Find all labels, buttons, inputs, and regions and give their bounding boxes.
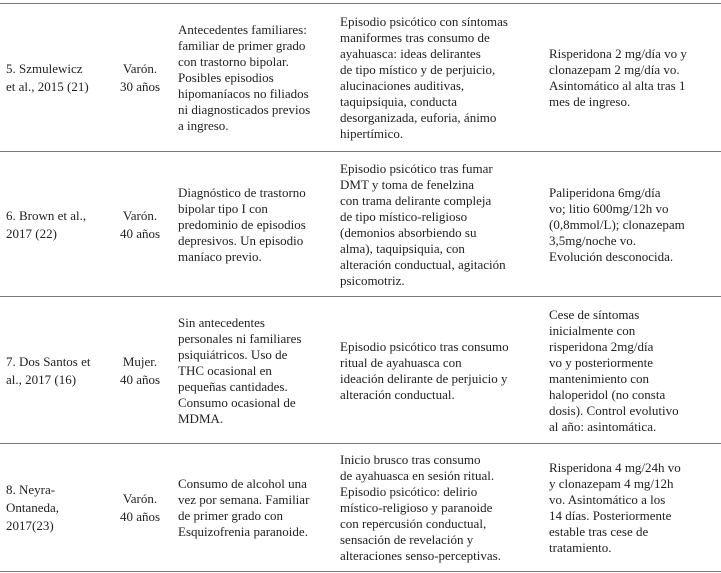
sex-age-cell xyxy=(110,444,170,571)
clinical-text: Inicio brusco tras consumo de ayahuasca en sesión ritual. Episodio psicótico: delirio místico-religioso y paranoide con repercusión conductual, sensación de revelación y alteraciones senso-perceptivas. xyxy=(340,451,501,563)
clinical-text: Episodio psicótico tras fumar DMT y toma de fenelzina con trama delirante compleja de tipo místico-religioso (demonios absorbiendo su alma), taquipsiquia, con alteración conductual, agitación psicomotriz. xyxy=(340,160,506,288)
treatment-cell xyxy=(549,444,719,571)
clinical-text: Episodio psicótico tras consumo ritual de ayahuasca con ideación delirante de perjuicio y alteración conductual. xyxy=(340,338,509,402)
clinical-cell xyxy=(340,152,545,297)
table-row xyxy=(0,443,721,572)
treatment-text: Paliperidona 6mg/día vo; litio 600mg/12h vo (0,8mmol/L); clonazepam 3,5mg/noche vo. Evolución desconocida. xyxy=(549,184,685,264)
treatment-cell xyxy=(549,152,719,297)
history-cell xyxy=(178,4,338,152)
author-cell xyxy=(0,152,110,297)
author-cell xyxy=(0,444,110,571)
author-text: 5. Szmulewicz et al., 2015 (21) xyxy=(6,61,89,94)
table-row xyxy=(0,151,721,297)
clinical-cell xyxy=(340,4,545,152)
author-cell xyxy=(0,4,110,152)
clinical-cell xyxy=(340,297,545,444)
sex-age-text: Varón. 40 años xyxy=(119,490,161,524)
sex-age-text: Mujer. 40 años xyxy=(119,353,161,387)
author-text: 7. Dos Santos et al., 2017 (16) xyxy=(6,353,91,387)
sex-age-text: Varón. 40 años xyxy=(119,207,161,241)
history-text: Consumo de alcohol una vez por semana. Familiar de primer grado con Esquizofrenia paranoide. xyxy=(178,475,310,539)
treatment-cell xyxy=(549,297,719,444)
clinical-text: Episodio psicótico con síntomas maniformes tras consumo de ayahuasca: ideas delirantes de tipo místico y de perjuicio, alucinaciones auditivas, taquipsiquia, conducta desorganizada, euforia, ánimo hipertímico. xyxy=(340,14,508,141)
history-cell xyxy=(178,297,338,444)
author-cell xyxy=(0,297,110,444)
treatment-cell xyxy=(549,4,719,152)
history-cell xyxy=(178,152,338,297)
table-row xyxy=(0,3,721,152)
sex-age-cell xyxy=(110,152,170,297)
treatment-text: Risperidona 4 mg/24h vo y clonazepam 4 mg/12h vo. Asintomático a los 14 días. Posteriormente estable tras cese de tratamiento. xyxy=(549,459,681,555)
sex-age-text: Varón. 30 años xyxy=(119,61,161,94)
treatment-text: Risperidona 2 mg/día vo y clonazepam 2 mg/día vo. Asintomático al alta tras 1 mes de ingreso. xyxy=(549,46,687,109)
sex-age-cell xyxy=(110,4,170,152)
history-text: Antecedentes familiares: familiar de primer grado con trastorno bipolar. Posibles episodios hipomaníacos no filiados ni diagnosticados previos a ingreso. xyxy=(178,22,311,133)
author-text: 6. Brown et al., 2017 (22) xyxy=(6,207,87,241)
history-cell xyxy=(178,444,338,571)
treatment-text: Cese de síntomas inicialmente con risperidona 2mg/día vo y posteriormente mantenimiento con haloperidol (no consta dosis). Control evolutivo al año: asintomática. xyxy=(549,306,679,434)
sex-age-cell xyxy=(110,297,170,444)
history-text: Sin antecedentes personales ni familiares psiquiátricos. Uso de THC ocasional en pequeñas cantidades. Consumo ocasional de MDMA. xyxy=(178,314,302,426)
clinical-cell xyxy=(340,444,545,571)
author-text: 8. Neyra- Ontaneda, 2017(23) xyxy=(6,481,60,533)
history-text: Diagnóstico de trastorno bipolar tipo I con predominio de episodios depresivos. Un episodio maníaco previo. xyxy=(178,184,306,264)
table-row xyxy=(0,296,721,444)
